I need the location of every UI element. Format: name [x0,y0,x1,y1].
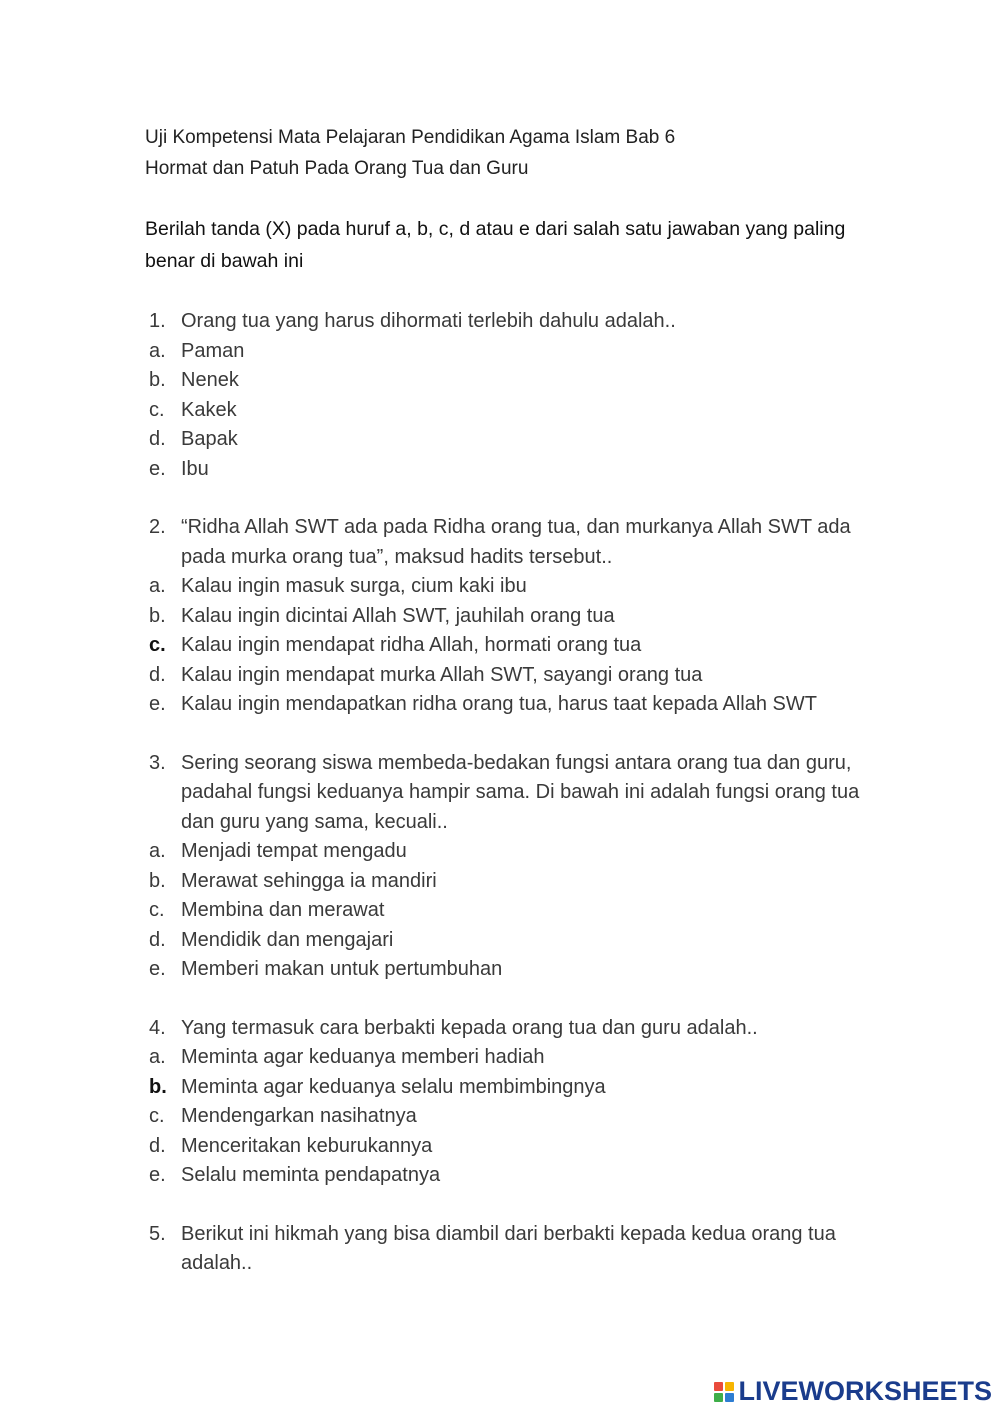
liveworksheets-logo[interactable] [714,1376,992,1407]
option-letter: a. [149,575,166,597]
question-text: Sering seorang siswa membeda-bedakan fungsi antara orang tua dan guru, padahal fungsi keduanya hampir sama. Di bawah ini adalah fungsi orang tua dan guru yang sama, kecuali.. [181,751,860,833]
instructions-text: Berilah tanda (X) pada huruf a, b, c, d atau e dari salah satu jawaban yang paling benar di bawah ini [145,218,846,272]
option-letter-selected: b. [149,1075,167,1098]
option-text: Kalau ingin mendapatkan ridha orang tua, harus taat kepada Allah SWT [181,693,817,715]
option-text: Meminta agar keduanya memberi hadiah [181,1046,545,1068]
question-1 [145,307,905,484]
option-text: Nenek [181,369,239,391]
option-text: Kalau ingin dicintai Allah SWT, jauhilah orang tua [181,604,615,627]
question-stem [145,749,905,838]
option-text: Selalu meminta pendapatnya [181,1164,441,1186]
option-letter: b. [149,604,166,627]
question-number: 2. [149,516,166,538]
option-e[interactable] [145,1161,905,1191]
option-b[interactable] [145,1073,905,1103]
option-letter: c. [149,398,165,421]
question-number: 4. [149,1016,166,1039]
question-number: 3. [149,751,166,774]
question-stem [145,307,905,337]
option-text: Menjadi tempat mengadu [181,840,407,862]
option-letter: e. [149,958,166,980]
option-a[interactable] [145,572,905,602]
question-text: Berikut ini hikmah yang bisa diambil dari berbakti kepada kedua orang tua adalah.. [181,1222,836,1274]
option-letter: b. [149,369,166,391]
option-d[interactable] [145,425,905,455]
question-list [145,307,905,1279]
logo-square-green [714,1393,723,1402]
question-4 [145,1014,905,1191]
option-b[interactable] [145,602,905,632]
option-letter: e. [149,457,166,480]
option-b[interactable] [145,366,905,396]
question-stem [145,1220,905,1279]
option-text: Ibu [181,457,209,480]
option-letter: d. [149,928,166,951]
option-text: Merawat sehingga ia mandiri [181,869,437,892]
option-e[interactable] [145,455,905,485]
liveworksheets-logo-icon [714,1382,734,1402]
option-c[interactable] [145,631,905,661]
option-text: Paman [181,339,245,362]
option-d[interactable] [145,661,905,691]
option-text: Mendengarkan nasihatnya [181,1105,417,1127]
option-e[interactable] [145,955,905,985]
option-text: Mendidik dan mengajari [181,928,394,951]
question-stem [145,1014,905,1044]
option-letter: e. [149,693,166,715]
option-text: Memberi makan untuk pertumbuhan [181,958,503,980]
question-number: 5. [149,1222,166,1245]
option-b[interactable] [145,867,905,897]
question-3 [145,749,905,985]
logo-square-blue [725,1393,734,1402]
question-text: “Ridha Allah SWT ada pada Ridha orang tua, dan murkanya Allah SWT ada pada murka orang tua”, maksud hadits tersebut.. [181,516,851,568]
option-letter: a. [149,840,166,862]
option-text: Menceritakan keburukannya [181,1134,433,1157]
logo-square-red [714,1382,723,1391]
option-a[interactable] [145,837,905,867]
header-title-line1: Uji Kompetensi Mata Pelajaran Pendidikan Agama Islam Bab 6 [145,127,676,148]
question-5 [145,1220,905,1279]
option-text: Kakek [181,398,237,421]
option-letter: b. [149,869,166,892]
option-letter: c. [149,1105,165,1127]
option-letter: a. [149,339,166,362]
option-letter: a. [149,1046,166,1068]
option-text: Kalau ingin mendapat murka Allah SWT, sayangi orang tua [181,663,703,686]
option-text: Bapak [181,428,238,450]
option-text: Kalau ingin mendapat ridha Allah, hormati orang tua [181,634,642,656]
option-letter: d. [149,663,166,686]
option-c[interactable] [145,1102,905,1132]
worksheet-header [145,122,675,184]
option-letter-selected: c. [149,634,166,656]
option-d[interactable] [145,1132,905,1162]
option-c[interactable] [145,396,905,426]
option-a[interactable] [145,337,905,367]
option-c[interactable] [145,896,905,926]
option-text: Kalau ingin masuk surga, cium kaki ibu [181,575,527,597]
logo-square-yellow [725,1382,734,1391]
option-a[interactable] [145,1043,905,1073]
liveworksheets-brand-text: LIVEWORKSHEETS [738,1376,992,1406]
option-text: Membina dan merawat [181,899,385,921]
option-letter: d. [149,1134,166,1157]
option-e[interactable] [145,690,905,720]
option-letter: e. [149,1164,166,1186]
question-text: Yang termasuk cara berbakti kepada orang tua dan guru adalah.. [181,1016,758,1039]
option-letter: d. [149,428,166,450]
option-text: Meminta agar keduanya selalu membimbingnya [181,1075,606,1098]
option-d[interactable] [145,926,905,956]
question-stem [145,513,905,572]
header-title-line2: Hormat dan Patuh Pada Orang Tua dan Guru [145,158,529,179]
question-text: Orang tua yang harus dihormati terlebih dahulu adalah.. [181,310,676,332]
question-2 [145,513,905,720]
option-letter: c. [149,899,165,921]
question-number: 1. [149,310,166,332]
